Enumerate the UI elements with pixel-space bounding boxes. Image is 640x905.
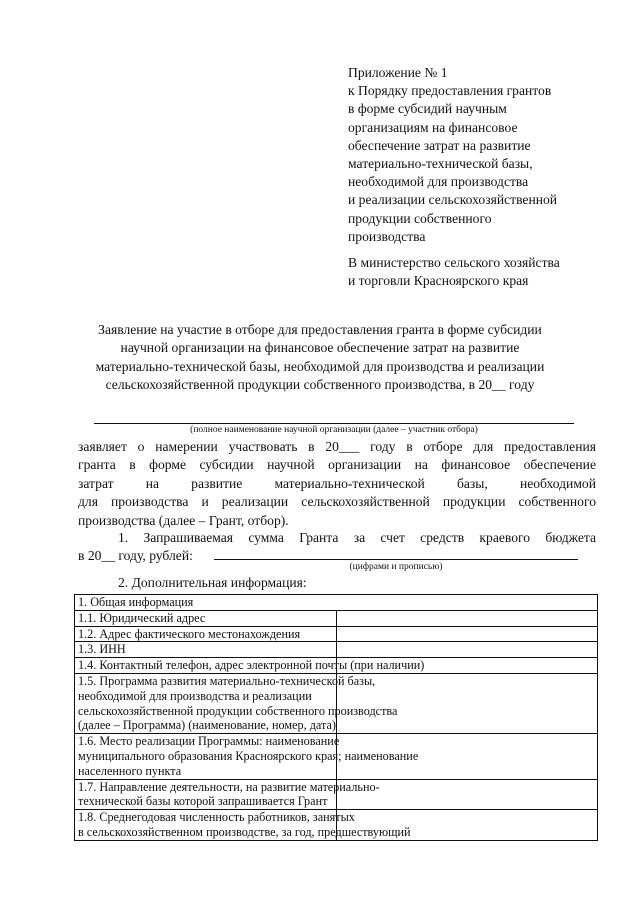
table-label-cell	[75, 642, 337, 658]
title-line: Заявление на участие в отборе для предоставления гранта в форме субсидии	[98, 322, 542, 337]
title-line: материально-технической базы, необходимой для производства и реализации	[95, 358, 545, 374]
requested-amount-line: 1. Запрашиваемая сумма Гранта за счет средств краевого бюджета	[118, 530, 596, 545]
appendix-header	[348, 64, 628, 246]
table-label-cell	[75, 626, 337, 642]
table-label-cell	[75, 810, 411, 841]
cell-line: в сельскохозяйственном производстве, за год, предшествующий	[78, 824, 411, 839]
appendix-line: Приложение № 1	[348, 65, 448, 80]
cell-line: 1.2. Адрес фактического местонахождения	[78, 626, 301, 641]
appendix-line: к Порядку предоставления грантов	[348, 83, 552, 99]
intro-line: затрат на развитие материально-технической базы, необходимой	[78, 475, 596, 491]
cell-line: 1.8. Среднегодовая численность работников, занятых	[78, 810, 355, 825]
cell-line: 1.7. Направление деятельности, на развитие материально-	[78, 779, 380, 794]
document-title	[60, 321, 580, 395]
cell-line: муниципального образования Красноярского края; наименование	[78, 748, 419, 763]
table-row	[75, 779, 598, 810]
cell-line: 1.6. Место реализации Программы: наименование	[78, 734, 340, 749]
cell-line: 1.3. ИНН	[78, 642, 126, 657]
addressee	[348, 254, 628, 290]
title-line: научной организации на финансовое обеспечение затрат на развитие	[120, 340, 520, 356]
table-row	[75, 658, 598, 674]
table-label-cell	[75, 673, 398, 733]
requested-amount-blank	[214, 559, 578, 560]
cell-line: 1.5. Программа развития материально-технической базы,	[78, 673, 376, 688]
cell-line: (далее – Программа) (наименование, номер, дата)	[78, 718, 336, 733]
table-row	[75, 673, 598, 733]
requested-amount-caption: (цифрами и прописью)	[349, 562, 443, 572]
appendix-line: необходимой для производства	[348, 174, 529, 190]
table-value-cell[interactable]	[336, 642, 598, 658]
table-row	[75, 626, 598, 642]
table-row	[75, 610, 598, 626]
cell-line: необходимой для производства и реализации	[78, 688, 312, 703]
organization-name-caption: (полное наименование научной организации (далее – участник отбора)	[190, 425, 478, 435]
cell-line: сельскохозяйственной продукции собственного производства	[78, 703, 398, 718]
table-label-cell	[75, 658, 425, 674]
appendix-line: в форме субсидий научным	[348, 101, 507, 117]
table-header-cell: 1. Общая информация	[75, 595, 598, 611]
requested-year-line: в 20__ году, рублей:	[78, 548, 193, 563]
appendix-line: организациям на финансовое	[348, 119, 518, 135]
intro-line: гранта в форме субсидии научной организации на финансовое обеспечение	[78, 457, 596, 473]
appendix-line: производства	[348, 228, 426, 244]
title-line: сельскохозяйственной продукции собственного производства, в 20__ году	[105, 377, 535, 393]
table-row	[75, 810, 598, 841]
table-header-row	[75, 595, 598, 611]
additional-info-heading: 2. Дополнительная информация:	[118, 575, 307, 590]
appendix-line: продукции собственного	[348, 210, 492, 226]
table-label-cell	[75, 734, 419, 779]
intro-line: заявляет о намерении участвовать в 20___ году в отборе для предоставления	[78, 439, 596, 454]
general-info-table	[74, 594, 598, 841]
table-row	[75, 734, 598, 779]
table-value-cell[interactable]	[336, 626, 598, 642]
intro-line: производства (далее – Грант, отбор).	[78, 512, 289, 528]
appendix-line: и реализации сельскохозяйственной	[348, 192, 558, 208]
table-row	[75, 642, 598, 658]
appendix-line: обеспечение затрат на развитие	[348, 137, 531, 153]
addressee-line: В министерство сельского хозяйства	[348, 255, 560, 270]
cell-line: 1.1. Юридический адрес	[78, 610, 206, 625]
cell-line: 1.4. Контактный телефон, адрес электронной почты (при наличии)	[78, 658, 425, 673]
table-value-cell[interactable]	[336, 610, 598, 626]
table-label-cell	[75, 610, 337, 626]
table-label-cell	[75, 779, 380, 810]
intro-line: для производства и реализации сельскохозяйственной продукции собственного	[78, 494, 596, 510]
cell-line: технической базы которой запрашивается Грант	[78, 794, 328, 809]
intro-paragraph	[78, 438, 596, 530]
addressee-line: и торговли Красноярского края	[348, 273, 529, 289]
cell-line: населенного пункта	[78, 763, 182, 778]
appendix-line: материально-технической базы,	[348, 156, 533, 172]
